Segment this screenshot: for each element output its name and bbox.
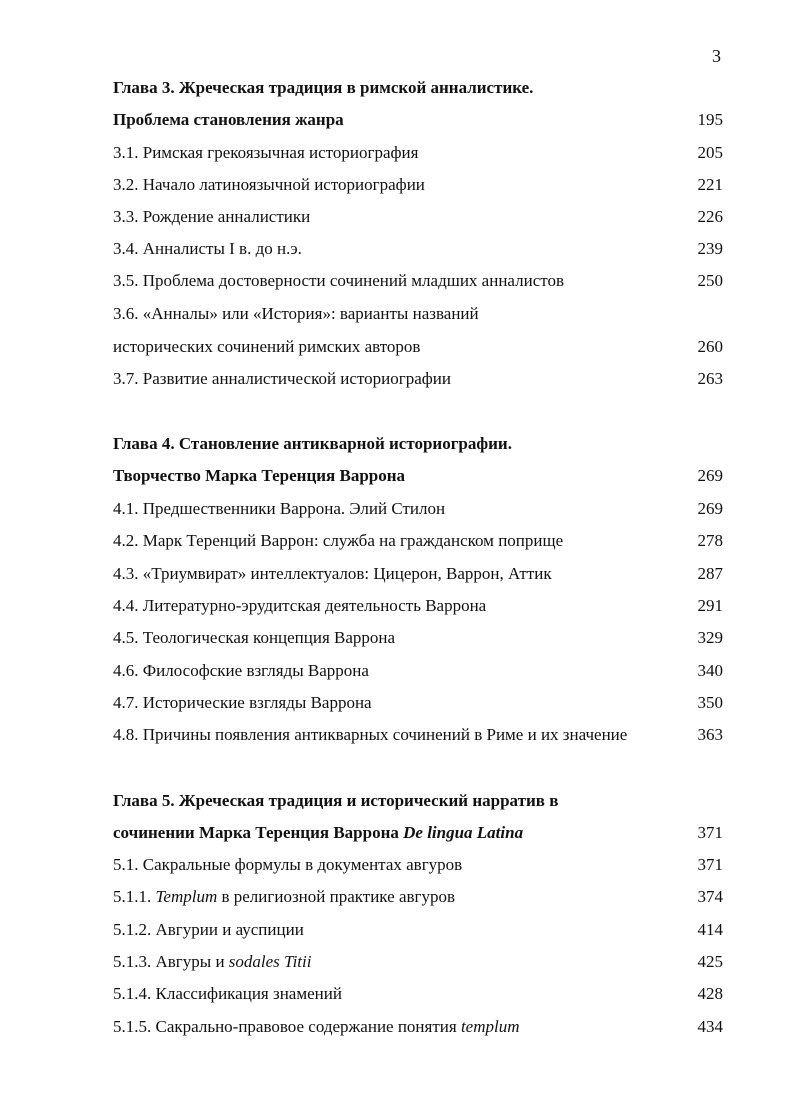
toc-entry-3-2 xyxy=(113,173,723,197)
toc-entry-4-6 xyxy=(113,659,723,683)
toc-page-number: 350 xyxy=(697,693,723,712)
toc-entry-text-prefix: 5.1.3. Авгуры и xyxy=(113,952,229,971)
toc-page-number: 269 xyxy=(697,466,723,485)
toc-entry-text-italic: sodales Titii xyxy=(228,952,312,971)
toc-page-number: 329 xyxy=(697,628,723,647)
toc-entry-text: 4.1. Предшественники Варрона. Элий Стилон xyxy=(113,499,446,518)
toc-entry-text: Глава 4. Становление антикварной историографии. xyxy=(113,434,512,453)
toc-page-number: 374 xyxy=(697,887,723,906)
toc-page-number: 291 xyxy=(697,596,723,615)
toc-entry-4-2 xyxy=(113,529,723,553)
toc-entry-text: 4.2. Марк Теренций Варрон: служба на гражданском поприще xyxy=(113,531,564,550)
toc-entry-3-6-cont xyxy=(113,335,723,359)
toc-entry-text: 4.5. Теологическая концепция Варрона xyxy=(113,628,396,647)
toc-entry-5-1-2 xyxy=(113,918,723,942)
toc-entry-3-4 xyxy=(113,237,723,261)
toc-entry-text: 4.7. Исторические взгляды Варрона xyxy=(113,693,372,712)
toc-entry-3-7 xyxy=(113,367,723,391)
toc-page-number: 205 xyxy=(697,143,723,162)
toc-entry-4-1 xyxy=(113,497,723,521)
toc-page-number: 425 xyxy=(697,952,723,971)
toc-entry-5-1-1 xyxy=(113,885,723,909)
toc-entry-5-1 xyxy=(113,853,723,877)
toc-page-number: 428 xyxy=(697,984,723,1003)
toc-page-number: 414 xyxy=(697,920,723,939)
toc-entry-text: 3.3. Рождение анналистики xyxy=(113,207,311,226)
toc-page-number: 250 xyxy=(697,271,723,290)
toc-page-number: 260 xyxy=(697,337,723,356)
toc-entry-3-5 xyxy=(113,269,723,293)
toc-page-number: 221 xyxy=(697,175,723,194)
toc-entry-text-main: сочинении Марка Теренция Варрона xyxy=(113,823,404,842)
toc-page-number: 371 xyxy=(697,823,723,842)
toc-entry-text: 3.5. Проблема достоверности сочинений младших анналистов xyxy=(113,271,564,290)
page-number: 3 xyxy=(712,46,721,66)
chapter-3-heading-cont xyxy=(113,108,723,132)
toc-entry-4-5 xyxy=(113,626,723,650)
toc-entry-text-italic: templum xyxy=(460,1017,520,1036)
toc-entry-text: Проблема становления жанра xyxy=(113,110,344,129)
toc-entry-text: 4.6. Философские взгляды Варрона xyxy=(113,661,369,680)
chapter-4-heading xyxy=(113,432,723,456)
toc-entry-text: 5.1.4. Классификация знамений xyxy=(113,984,342,1003)
toc-entry-text-suffix: в религиозной практике авгуров xyxy=(217,887,456,906)
toc-entry-3-3 xyxy=(113,205,723,229)
toc-entry-text: 3.7. Развитие анналистической историографии xyxy=(113,369,451,388)
toc-entry-text-italic: De lingua Latina xyxy=(403,823,524,842)
chapter-3-heading xyxy=(113,76,723,100)
toc-page-number: 287 xyxy=(697,564,723,583)
toc-entry-text xyxy=(113,821,523,845)
toc-entry-text xyxy=(113,885,455,909)
toc-entry-4-3 xyxy=(113,562,723,586)
toc-entry-text-italic: Templum xyxy=(155,887,218,906)
toc-entry-text: 4.3. «Триумвират» интеллектуалов: Цицерон, Варрон, Аттик xyxy=(113,564,552,583)
toc-page-number: 226 xyxy=(697,207,723,226)
toc-page-number: 195 xyxy=(697,110,723,129)
toc-entry-text: 4.4. Литературно-эрудитская деятельность Варрона xyxy=(113,596,487,615)
toc-page-number: 434 xyxy=(697,1017,723,1036)
toc-entry-text xyxy=(113,1015,520,1039)
toc-entry-text: 5.1. Сакральные формулы в документах авгуров xyxy=(113,855,463,874)
toc-entry-text-prefix: 5.1.5. Сакрально-правовое содержание понятия xyxy=(113,1017,461,1036)
toc-entry-text: 3.1. Римская грекоязычная историография xyxy=(113,143,419,162)
toc-entry-text: Глава 5. Жреческая традиция и исторический нарратив в xyxy=(113,791,559,810)
toc-entry-4-8 xyxy=(113,723,723,747)
chapter-5-heading xyxy=(113,789,723,813)
toc-entry-5-1-4 xyxy=(113,982,723,1006)
toc-entry-text: 3.4. Анналисты I в. до н.э. xyxy=(113,239,302,258)
toc-entry-text: исторических сочинений римских авторов xyxy=(113,337,421,356)
toc-entry-text xyxy=(113,950,311,974)
toc-page-number: 363 xyxy=(697,725,723,744)
toc-entry-3-6 xyxy=(113,302,723,326)
toc-page-number: 239 xyxy=(697,239,723,258)
toc-page-number: 340 xyxy=(697,661,723,680)
toc-entry-text: 3.6. «Анналы» или «История»: варианты названий xyxy=(113,304,479,323)
toc-entry-3-1 xyxy=(113,141,723,165)
toc-entry-text: Глава 3. Жреческая традиция в римской анналистике. xyxy=(113,78,534,97)
chapter-4-heading-cont xyxy=(113,464,723,488)
toc-entry-4-4 xyxy=(113,594,723,618)
toc-entry-text-prefix: 5.1.1. xyxy=(113,887,156,906)
toc-page-number: 263 xyxy=(697,369,723,388)
toc-page-number: 269 xyxy=(697,499,723,518)
chapter-5-heading-cont xyxy=(113,821,723,845)
toc-entry-5-1-5 xyxy=(113,1015,723,1039)
toc-page-number: 371 xyxy=(697,855,723,874)
toc-entry-text: Творчество Марка Теренция Варрона xyxy=(113,466,406,485)
toc-entry-text: 3.2. Начало латиноязычной историографии xyxy=(113,175,425,194)
toc-entry-text: 5.1.2. Авгурии и ауспиции xyxy=(113,920,304,939)
toc-entry-4-7 xyxy=(113,691,723,715)
toc-entry-5-1-3 xyxy=(113,950,723,974)
toc-page-number: 278 xyxy=(697,531,723,550)
toc-entry-text: 4.8. Причины появления антикварных сочинений в Риме и их значение xyxy=(113,725,628,744)
